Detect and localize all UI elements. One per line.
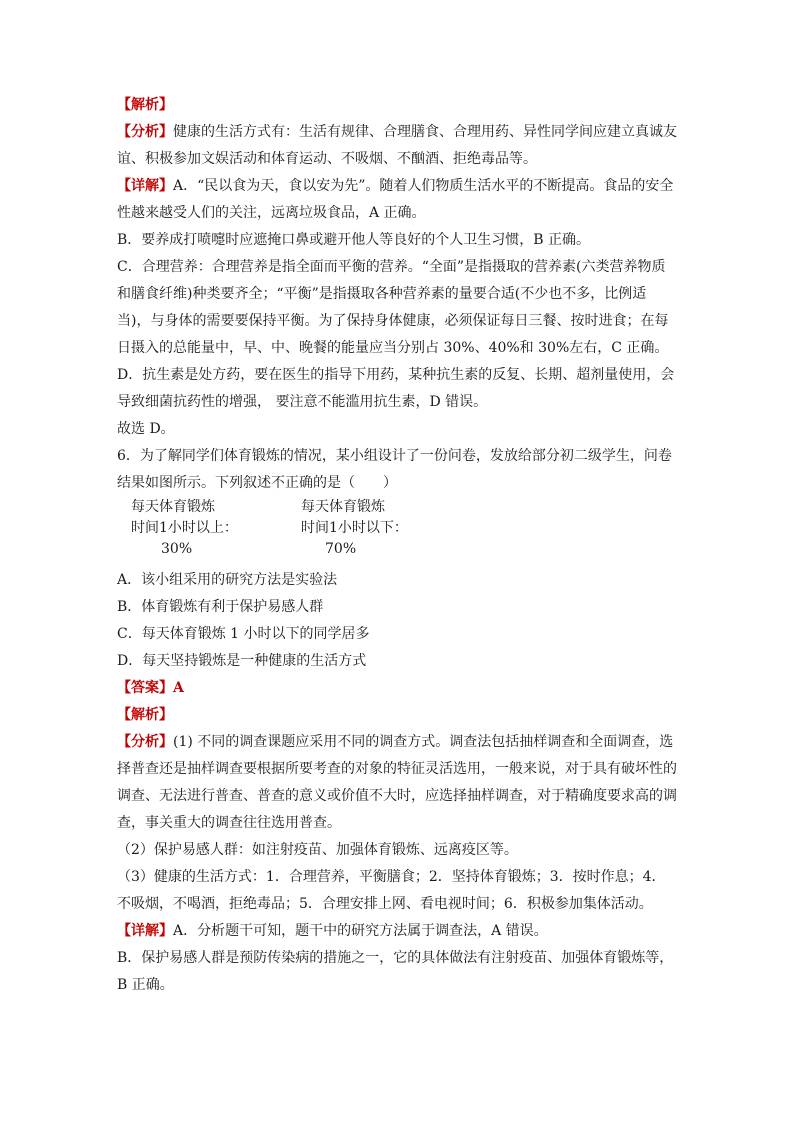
q6-option-b: B．体育锻炼有利于保护易感人群 [117, 599, 324, 615]
q5-option-b-explanation: B．要养成打喷嚏时应遮掩口鼻或避开他人等良好的个人卫生习惯，B 正确。 [117, 232, 591, 248]
fenxi-point-1: (1) 不同的调查课题应采用不同的调查方式。调查法包括抽样调查和全面调查，选择普查还是抽样调查要根据所要考查的对象的特征灵活选用，一般来说，对于具有破坏性的调查、无法进行普查、普查的意义或价值不大时，应选择抽样调查，对于精确度要求高的调查，事关重大的调查往往选用普查。 [117, 734, 677, 831]
jiexi-tag: 【解析】 [117, 97, 173, 113]
xiangjie-a-text: A．“民以食为天，食以安为先”。随着人们物质生活水平的不断提高。食品的安全性越来越受人们的关注，远离垃圾食品，A 正确。 [117, 178, 674, 221]
survey-result-figure [117, 497, 677, 567]
xiangjie-tag: 【详解】 [117, 178, 173, 194]
category-value-label: 30% [161, 541, 193, 557]
chart-category-above-1h [131, 497, 238, 560]
q6-stem: 6．为了解同学们体育锻炼的情况，某小组设计了一份问卷，发放给部分初二级学生，问卷结果如图所示。下列叙述不正确的是（ ） [117, 448, 672, 491]
category-label-line2: 时间1小时以上： [131, 520, 238, 536]
q5-fenxi-paragraph [117, 119, 677, 173]
q6-jiexi-heading [117, 702, 677, 729]
xiangjie-a-text: A．分析题干可知，题干中的研究方法属于调查法，A 错误。 [173, 923, 548, 939]
q6-xiangjie-paragraph [117, 918, 677, 945]
q6-option-d: D．每天坚持锻炼是一种健康的生活方式 [117, 653, 367, 669]
category-label-line2: 时间1小时以下： [301, 520, 408, 536]
q5-jiexi-heading [117, 92, 677, 119]
chart-category-below-1h [301, 497, 408, 560]
jiexi-tag: 【解析】 [117, 707, 173, 723]
q6-fenxi-paragraph [117, 729, 677, 837]
category-value-label: 70% [325, 541, 357, 557]
q6-option-b-explanation: B．保护易感人群是预防传染病的措施之一，它的具体做法有注射疫苗、加强体育锻炼等，B 正确。 [117, 950, 674, 993]
answer-value: A [173, 680, 184, 696]
q6-answer [117, 675, 677, 702]
q5-option-d-explanation: D．抗生素是处方药，要在医生的指导下用药，某种抗生素的反复、长期、超剂量使用，会导致细菌抗药性的增强， 要注意不能滥用抗生素，D 错误。 [117, 367, 675, 410]
answer-tag: 【答案】 [117, 680, 173, 696]
q6-fenxi-point-2: （2）保护易感人群：如注射疫苗、加强体育锻炼、远离疫区等。 [117, 842, 518, 858]
q6-option-c: C．每天体育锻炼 1 小时以下的同学居多 [117, 626, 370, 642]
q5-final-answer: 故选 D。 [117, 421, 175, 437]
xiangjie-tag: 【详解】 [117, 923, 173, 939]
fenxi-tag: 【分析】 [117, 734, 173, 750]
q6-fenxi-point-3: （3）健康的生活方式：1．合理营养，平衡膳食；2．坚持体育锻炼；3．按时作息；4．不吸烟，不喝酒，拒绝毒品；5．合理安排上网、看电视时间；6．积极参加集体活动。 [117, 869, 666, 912]
fenxi-text: 健康的生活方式有：生活有规律、合理膳食、合理用药、异性同学间应建立真诚友谊、积极参加文娱活动和体育运动、不吸烟、不酗酒、拒绝毒品等。 [117, 124, 677, 167]
category-label-line1: 每天体育锻炼 [301, 499, 385, 515]
q6-option-a: A．该小组采用的研究方法是实验法 [117, 572, 338, 588]
document-content [117, 92, 677, 999]
fenxi-tag: 【分析】 [117, 124, 173, 140]
category-label-line1: 每天体育锻炼 [131, 499, 215, 515]
q5-xiangjie-paragraph [117, 173, 677, 227]
q5-option-c-explanation: C．合理营养：合理营养是指全面而平衡的营养。“全面”是指摄取的营养素(六类营养物质和膳食纤维)种类要齐全；“平衡”是指摄取各种营养素的量要合适(不少也不多，比例适当)，与身体的需要要保持平衡。为了保持身体健康，必须保证每日三餐、按时进食；在每日摄入的总能量中，早、中、晚餐的能量应当分别占 30%、40%和 30%左右，C 正确。 [117, 259, 669, 356]
